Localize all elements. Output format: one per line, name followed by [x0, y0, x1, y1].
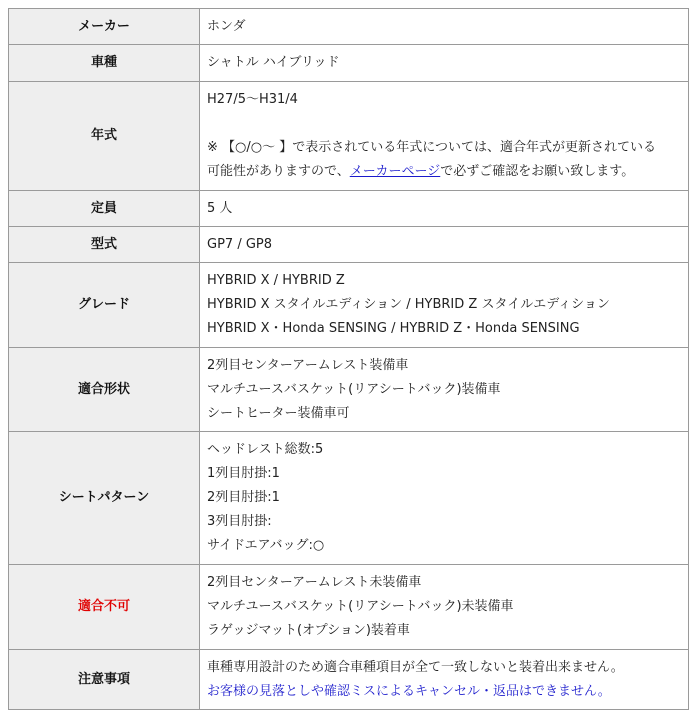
row-capacity [9, 191, 689, 227]
seat-pattern-line: 3列目肘掛: [207, 514, 272, 529]
notes-line-1: 車種専用設計のため適合車種項目が全て一致しないと装着出来ません。 [207, 659, 624, 675]
seat-pattern-cell [200, 432, 689, 565]
row-year [9, 82, 689, 191]
capacity-value: 5 人 [200, 191, 689, 227]
seat-pattern-line: サイドエアバッグ:○ [207, 538, 325, 553]
maker-label: メーカー [9, 9, 200, 45]
row-shape [9, 348, 689, 432]
not-fit-line: ラゲッジマット(オプション)装着車 [207, 623, 410, 638]
type-label: 型式 [9, 227, 200, 263]
row-grade [9, 263, 689, 348]
model-label: 車種 [9, 45, 200, 82]
year-value: H27/5～H31/4 [207, 92, 298, 107]
shape-line: シートヒーター装備車可 [207, 405, 350, 421]
shape-line: 2列目センターアームレスト装備車 [207, 357, 409, 373]
seat-pattern-line: 2列目肘掛:1 [207, 490, 280, 505]
grade-line: HYBRID X / HYBRID Z [207, 273, 345, 288]
row-maker [9, 9, 689, 45]
not-fit-line: 2列目センターアームレスト未装備車 [207, 575, 422, 590]
notes-label: 注意事項 [9, 650, 200, 710]
model-value: シャトル ハイブリッド [200, 45, 689, 82]
shape-line: マルチユースバスケット(リアシートバック)装備車 [207, 381, 501, 397]
not-fit-label: 適合不可 [9, 565, 200, 650]
row-type [9, 227, 689, 263]
year-cell [200, 82, 689, 191]
grade-cell [200, 263, 689, 348]
maker-value: ホンダ [200, 9, 689, 45]
year-note-post: で必ずご確認をお願い致します。 [440, 164, 635, 179]
seat-pattern-line: ヘッドレスト総数:5 [207, 442, 324, 457]
shape-cell [200, 348, 689, 432]
grade-label: グレード [9, 263, 200, 348]
year-label: 年式 [9, 82, 200, 191]
seat-pattern-line: 1列目肘掛:1 [207, 466, 280, 481]
capacity-label: 定員 [9, 191, 200, 227]
row-notes [9, 650, 689, 710]
row-not-fit [9, 565, 689, 650]
row-seat-pattern [9, 432, 689, 565]
maker-page-link[interactable]: メーカーページ [349, 164, 441, 179]
year-note-pre: 可能性がありますので、 [207, 164, 350, 179]
row-model [9, 45, 689, 82]
year-note-line-1: ※ 【○/○～ 】で表示されている年式については、適合年式が更新されている [207, 140, 656, 155]
shape-label: 適合形状 [9, 348, 200, 432]
grade-line: HYBRID X・Honda SENSING / HYBRID Z・Honda SENSING [207, 321, 580, 336]
not-fit-line: マルチユースバスケット(リアシートバック)未装備車 [207, 599, 514, 614]
year-note-line-2 [207, 160, 681, 184]
seat-pattern-label: シートパターン [9, 432, 200, 565]
vehicle-spec-table [8, 8, 689, 710]
type-value: GP7 / GP8 [200, 227, 689, 263]
notes-cell [200, 650, 689, 710]
not-fit-cell [200, 565, 689, 650]
grade-line: HYBRID X スタイルエディション / HYBRID Z スタイルエディション [207, 297, 610, 312]
notes-line-2: お客様の見落としや確認ミスによるキャンセル・返品はできません。 [207, 683, 611, 699]
